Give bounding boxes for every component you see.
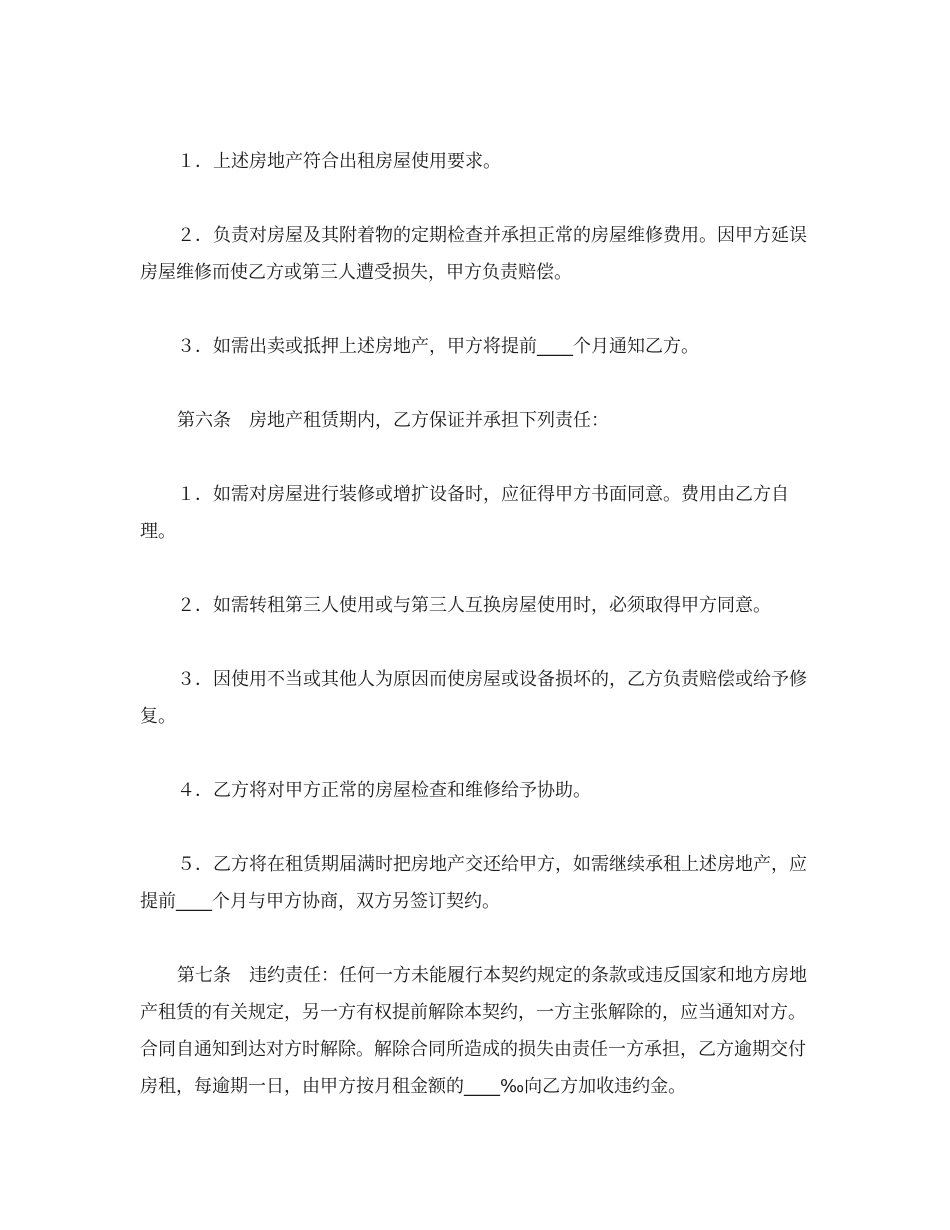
clause-item-2-lessor: ２．负责对房屋及其附着物的定期检查并承担正常的房屋维修费用。因甲方延误房屋维修而使乙方或第三人遭受损失，甲方负责赔偿。	[140, 225, 807, 283]
clause-item-4-lessee: ４．乙方将对甲方正常的房屋检查和维修给予协助。	[177, 780, 591, 801]
clause-item-1-lessor: １．上述房地产符合出租房屋使用要求。	[177, 151, 501, 172]
article-7-breach: 第七条 违约责任：任何一方未能履行本契约规定的条款或违反国家和地方房地产租赁的有关规定，另一方有权提前解除本契约，一方主张解除的，应当通知对方。合同自通知到达对方时解除。解除合同所造成的损失由责任一方承担，乙方逾期交付房租，每逾期一日，由甲方按月租金额的____‰向乙方加收违约金。	[140, 965, 807, 1097]
clause-item-2-lessee: ２．如需转租第三人使用或与第三人互换房屋使用时，必须取得甲方同意。	[177, 595, 771, 616]
clause-item-3-lessor: ３．如需出卖或抵押上述房地产，甲方将提前____个月通知乙方。	[177, 336, 699, 357]
clause-item-5-lessee: ５．乙方将在租赁期届满时把房地产交还给甲方，如需继续承租上述房地产，应提前____个月与甲方协商，双方另签订契约。	[140, 854, 807, 912]
clause-item-1-lessee: １．如需对房屋进行装修或增扩设备时，应征得甲方书面同意。费用由乙方自理。	[140, 484, 789, 542]
article-6-heading: 第六条 房地产租赁期内，乙方保证并承担下列责任：	[177, 410, 609, 431]
clause-item-3-lessee: ３．因使用不当或其他人为原因而使房屋或设备损坏的，乙方负责赔偿或给予修复。	[140, 669, 807, 727]
